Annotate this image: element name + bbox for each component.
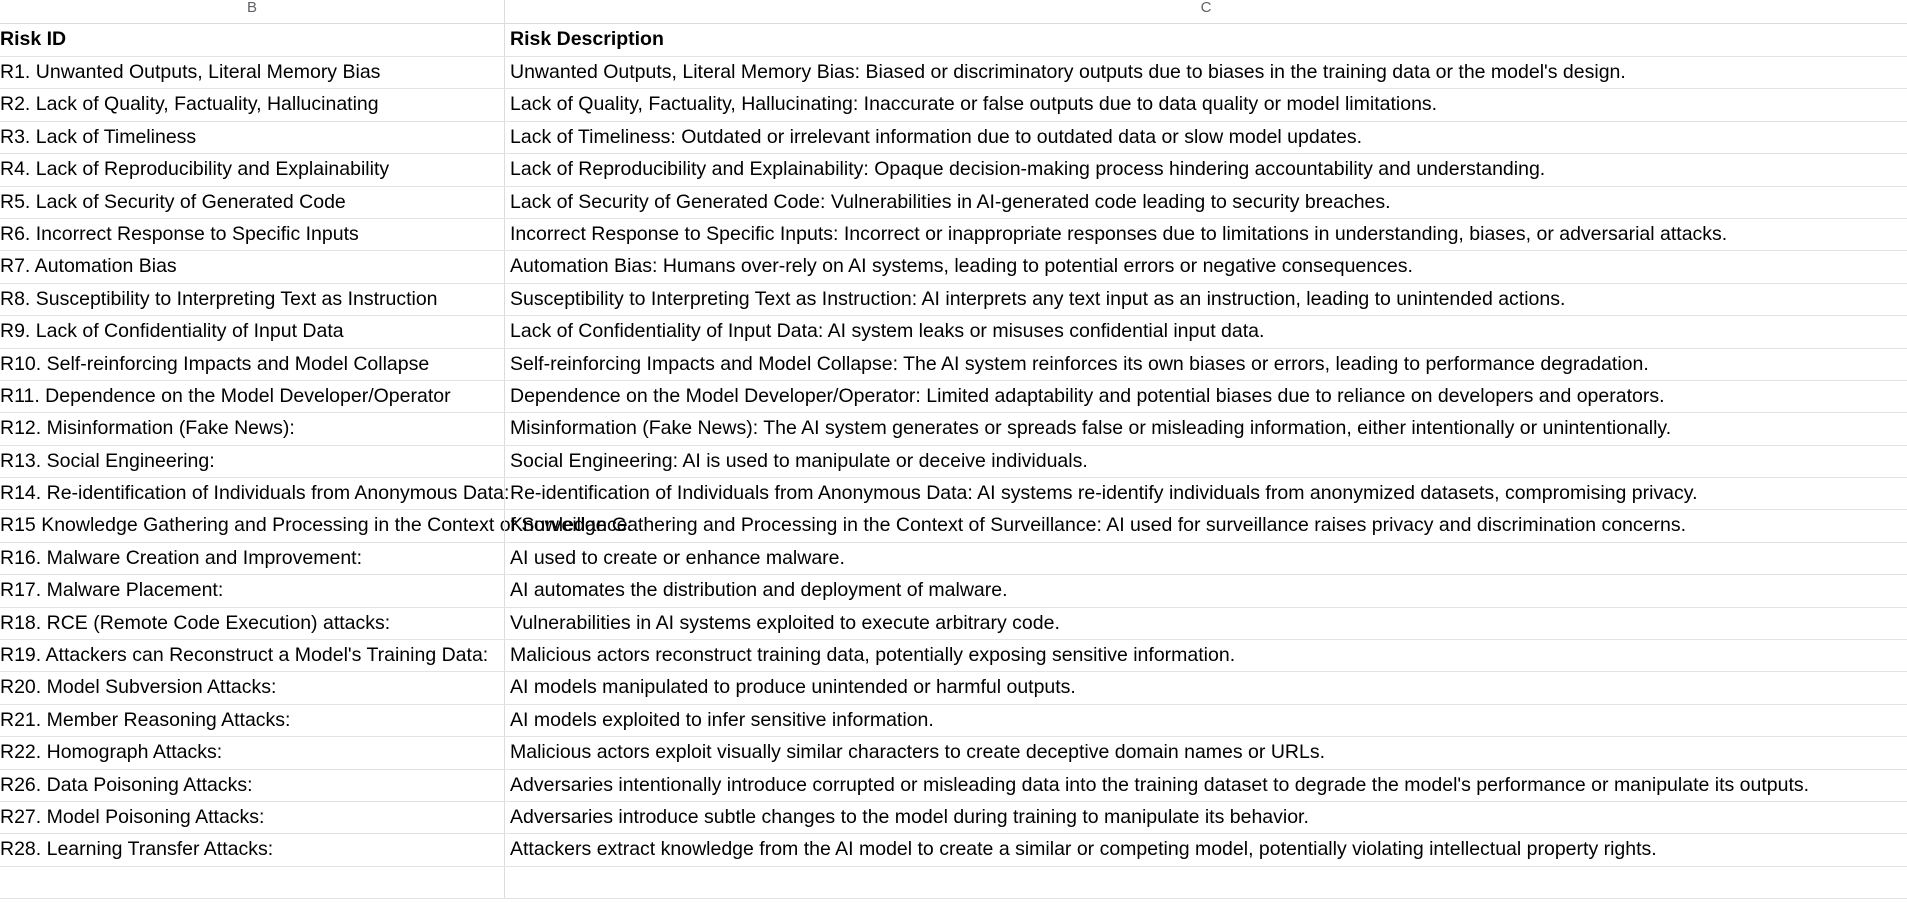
table-row [0, 413, 1907, 445]
cell-risk-description[interactable]: Susceptibility to Interpreting Text as Instruction: AI interprets any text input as an instruction, leading to unintended actions. [504, 284, 1907, 315]
cell-risk-description-header[interactable]: Risk Description [504, 24, 1907, 56]
cell-risk-description[interactable]: Attackers extract knowledge from the AI model to create a similar or competing model, potentially violating intellectual property rights. [504, 834, 1907, 865]
table-row [0, 154, 1907, 186]
table-row [0, 89, 1907, 121]
cell-risk-id[interactable]: R27. Model Poisoning Attacks: [0, 805, 265, 828]
cell-risk-id[interactable]: R22. Homograph Attacks: [0, 741, 223, 764]
cell-risk-id[interactable]: R9. Lack of Confidentiality of Input Data [0, 320, 344, 343]
cell-risk-id[interactable]: R14. Re-identification of Individuals from Anonymous Data: [0, 482, 510, 505]
cell-risk-description[interactable]: Automation Bias: Humans over-rely on AI systems, leading to potential errors or negative consequences. [504, 251, 1907, 282]
cell-risk-id[interactable]: R18. RCE (Remote Code Execution) attacks: [0, 611, 391, 634]
cell-risk-id[interactable]: R8. Susceptibility to Interpreting Text as Instruction [0, 287, 438, 310]
cell-risk-id[interactable]: R13. Social Engineering: [0, 449, 215, 472]
cell-risk-description[interactable]: Re-identification of Individuals from Anonymous Data: AI systems re-identify individuals from anonymized datasets, compromising privacy. [504, 478, 1907, 509]
table-row [0, 446, 1907, 478]
table-row [0, 251, 1907, 283]
cell-risk-description[interactable]: Knowledge Gathering and Processing in the Context of Surveillance: AI used for surveillance raises privacy and discrimination concerns. [504, 510, 1907, 541]
cell-risk-description[interactable]: AI automates the distribution and deployment of malware. [504, 575, 1907, 606]
cell-risk-id[interactable]: R11. Dependence on the Model Developer/Operator [0, 384, 451, 407]
cell-risk-description[interactable]: Lack of Timeliness: Outdated or irrelevant information due to outdated data or slow model updates. [504, 122, 1907, 153]
column-header-bar [0, 0, 1907, 24]
table-row [0, 802, 1907, 834]
cell-risk-id[interactable]: R7. Automation Bias [0, 255, 177, 278]
cell-risk-id[interactable]: R10. Self-reinforcing Impacts and Model Collapse [0, 352, 430, 375]
table-row [0, 705, 1907, 737]
empty-cell-c[interactable] [504, 867, 1907, 898]
table-row [0, 575, 1907, 607]
cell-grid [0, 24, 1907, 899]
cell-risk-description[interactable]: Social Engineering: AI is used to manipulate or deceive individuals. [504, 446, 1907, 477]
table-row [0, 770, 1907, 802]
table-row [0, 284, 1907, 316]
cell-risk-id[interactable]: R2. Lack of Quality, Factuality, Hallucinating [0, 93, 379, 116]
cell-risk-id[interactable]: R15 Knowledge Gathering and Processing in the Context of Surveillance: [0, 514, 634, 537]
cell-risk-description[interactable]: AI used to create or enhance malware. [504, 543, 1907, 574]
table-row [0, 510, 1907, 542]
cell-risk-description[interactable]: AI models manipulated to produce unintended or harmful outputs. [504, 672, 1907, 703]
cell-risk-id[interactable]: R21. Member Reasoning Attacks: [0, 708, 291, 731]
cell-risk-description[interactable]: Incorrect Response to Specific Inputs: Incorrect or inappropriate responses due to limitations in understanding, biases, or adversarial attacks. [504, 219, 1907, 250]
cell-risk-description[interactable]: Vulnerabilities in AI systems exploited to execute arbitrary code. [504, 608, 1907, 639]
cell-risk-id-header[interactable]: Risk ID [0, 28, 67, 50]
table-row [0, 543, 1907, 575]
cell-risk-description[interactable]: Self-reinforcing Impacts and Model Collapse: The AI system reinforces its own biases or errors, leading to performance degradation. [504, 349, 1907, 380]
cell-risk-description[interactable]: Lack of Quality, Factuality, Hallucinating: Inaccurate or false outputs due to data quality or model limitations. [504, 89, 1907, 120]
table-row [0, 187, 1907, 219]
table-row [0, 834, 1907, 866]
empty-cell-b[interactable] [0, 867, 504, 898]
cell-risk-description[interactable]: Adversaries introduce subtle changes to the model during training to manipulate its behavior. [504, 802, 1907, 833]
cell-risk-id[interactable]: R5. Lack of Security of Generated Code [0, 190, 346, 213]
cell-risk-id[interactable]: R3. Lack of Timeliness [0, 125, 197, 148]
table-row [0, 122, 1907, 154]
table-row [0, 349, 1907, 381]
table-row [0, 608, 1907, 640]
table-row [0, 219, 1907, 251]
table-row [0, 737, 1907, 769]
cell-risk-description[interactable]: Lack of Confidentiality of Input Data: AI system leaks or misuses confidential input data. [504, 316, 1907, 347]
cell-risk-id[interactable]: R4. Lack of Reproducibility and Explainability [0, 158, 390, 181]
cell-risk-id[interactable]: R16. Malware Creation and Improvement: [0, 546, 362, 569]
cell-risk-description[interactable]: Lack of Reproducibility and Explainability: Opaque decision-making process hindering accountability and understanding. [504, 154, 1907, 185]
cell-risk-description[interactable]: Malicious actors exploit visually similar characters to create deceptive domain names or URLs. [504, 737, 1907, 768]
cell-risk-description[interactable]: Dependence on the Model Developer/Operator: Limited adaptability and potential biases due to reliance on developers and operators. [504, 381, 1907, 412]
cell-risk-id[interactable]: R6. Incorrect Response to Specific Inputs [0, 222, 359, 245]
table-body [0, 57, 1907, 867]
cell-risk-id[interactable]: R12. Misinformation (Fake News): [0, 417, 295, 440]
table-row [0, 672, 1907, 704]
table-row [0, 57, 1907, 89]
table-row [0, 381, 1907, 413]
cell-risk-description[interactable]: Misinformation (Fake News): The AI system generates or spreads false or misleading information, either intentionally or unintentionally. [504, 413, 1907, 444]
column-header-c[interactable]: C [504, 0, 1907, 24]
cell-risk-description[interactable]: Unwanted Outputs, Literal Memory Bias: Biased or discriminatory outputs due to biases in the training data or the model's design. [504, 57, 1907, 88]
header-row [0, 24, 1907, 57]
column-header-b[interactable]: B [246, 0, 257, 16]
cell-risk-description[interactable]: Lack of Security of Generated Code: Vulnerabilities in AI-generated code leading to security breaches. [504, 187, 1907, 218]
table-row [0, 640, 1907, 672]
cell-risk-id[interactable]: R1. Unwanted Outputs, Literal Memory Bias [0, 61, 381, 83]
cell-risk-description[interactable]: Malicious actors reconstruct training data, potentially exposing sensitive information. [504, 640, 1907, 671]
cell-risk-id[interactable]: R28. Learning Transfer Attacks: [0, 838, 274, 861]
cell-risk-description[interactable]: Adversaries intentionally introduce corrupted or misleading data into the training dataset to degrade the model's performance or manipulate its outputs. [504, 770, 1907, 801]
table-row [0, 478, 1907, 510]
table-row [0, 316, 1907, 348]
cell-risk-id[interactable]: R26. Data Poisoning Attacks: [0, 773, 253, 796]
cell-risk-id[interactable]: R19. Attackers can Reconstruct a Model's Training Data: [0, 644, 489, 667]
cell-risk-description[interactable]: AI models exploited to infer sensitive information. [504, 705, 1907, 736]
empty-row [0, 867, 1907, 899]
cell-risk-id[interactable]: R17. Malware Placement: [0, 579, 224, 602]
cell-risk-id[interactable]: R20. Model Subversion Attacks: [0, 676, 277, 699]
